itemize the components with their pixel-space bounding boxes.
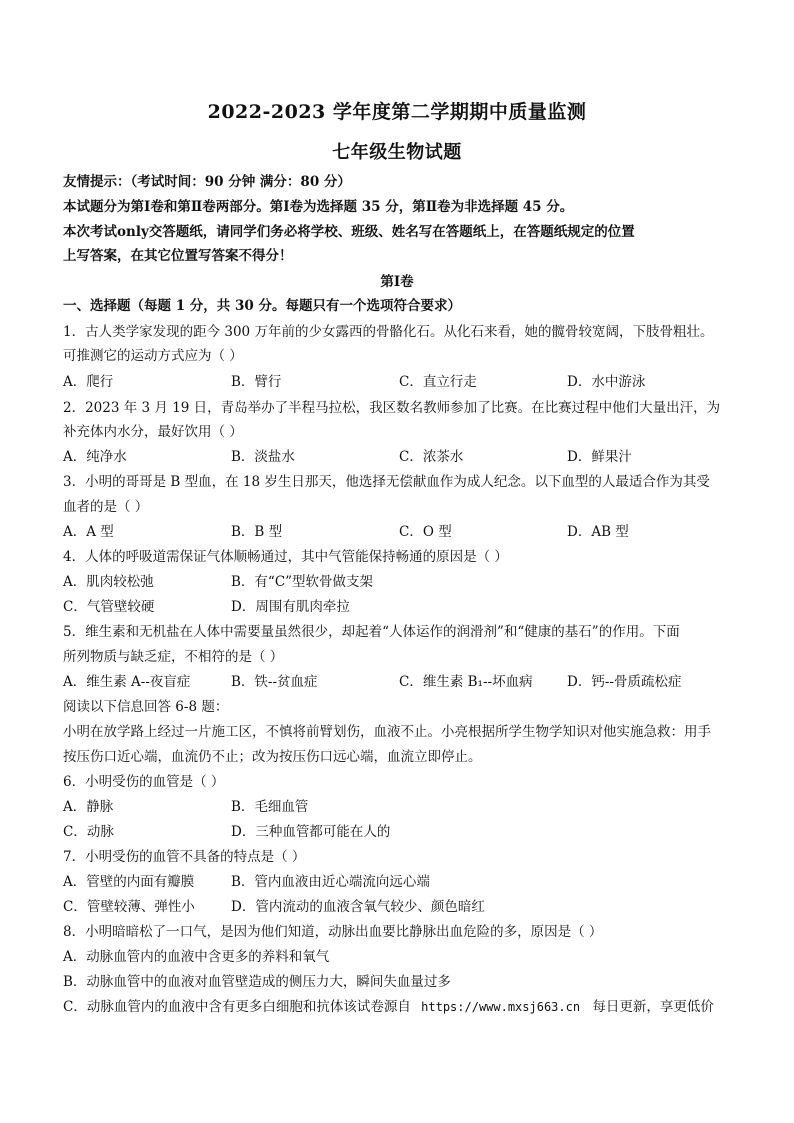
q1-option-a: A．爬行	[63, 374, 114, 390]
q7-option-a: A．管壁的内面有瓣膜	[63, 874, 195, 890]
q6-option-a: A．静脉	[63, 799, 114, 815]
q6-option-b: B．毛细血管	[231, 799, 309, 815]
q4-stem-line-1: 4．人体的呼吸道需保证气体顺畅通过，其中气管能保持畅通的原因是（ ）	[63, 549, 508, 565]
q3-stem-line-2: 血者的是（ ）	[63, 499, 149, 515]
q4-option-b: B．有“C”型软骨做支架	[231, 574, 374, 590]
q7-option-b: B．管内血液由近心端流向远心端	[231, 874, 430, 890]
q2-option-a: A．纯净水	[63, 449, 127, 465]
q4-option-d: D．周围有肌肉牵拉	[231, 599, 350, 615]
reading-intro: 阅读以下信息回答 6-8 题：	[63, 699, 229, 715]
q6-stem-line-1: 6．小明受伤的血管是（ ）	[63, 774, 225, 790]
q5-option-a: A．维生素 A--夜盲症	[63, 674, 191, 690]
q2-stem-line-2: 补充体内水分，最好饮用（ ）	[63, 424, 243, 440]
q5-option-d: D．钙--骨质疏松症	[567, 674, 682, 690]
q2-option-d: D．鲜果汁	[567, 449, 632, 465]
q5-stem-line-1: 5．维生素和无机盐在人体中需要量虽然很少，却起着“人体运作的润滑剂”和“健康的基石”的作用。下面	[63, 624, 680, 640]
source-tail-text: 每日更新，享更低价	[592, 999, 714, 1015]
exam-subtitle: 七年级生物试题	[332, 142, 462, 163]
q2-option-c: C．浓茶水	[399, 449, 464, 465]
q5-option-c: C．维生素 B₁--坏血病	[399, 674, 533, 690]
notice-line-4: 上写答案，在其它位置写答案不得分！	[63, 248, 293, 264]
notice-line-2: 本试题分为第Ⅰ卷和第Ⅱ卷两部分。第Ⅰ卷为选择题 35 分，第Ⅱ卷为非选择题 45 分。	[63, 199, 574, 215]
q8-option-b: B．动脉血管中的血液对血管壁造成的侧压力大，瞬间失血量过多	[63, 974, 451, 990]
q2-option-b: B．淡盐水	[231, 449, 295, 465]
reading-paragraph-line-2: 按压伤口近心端，血流仍不止；改为按压伤口远心端，血流立即停止。	[63, 749, 482, 765]
section-heading: 一、选择题（每题 1 分，共 30 分。每题只有一个选项符合要求）	[63, 298, 461, 314]
q1-stem-line-1: 1．古人类学家发现的距今 300 万年前的少女露西的骨骼化石。从化石来看，她的髋骨较宽阔，下肢骨粗壮。	[63, 324, 714, 340]
q8-stem-text: 小明暗暗松了一口气，是因为他们知道，动脉出血要比静脉出血危险的多，原因是（ ）	[85, 924, 603, 940]
q3-stem-line-1: 3．小明的哥哥是 B 型血，在 18 岁生日那天，他选择无偿献血作为成人纪念。以下血型的人最适合作为其受	[63, 474, 710, 490]
q7-option-c: C．管壁较薄、弹性小	[63, 899, 195, 915]
reading-paragraph-line-1: 小明在放学路上经过一片施工区，不慎将前臂划伤，血液不止。小亮根据所学生物学知识对他实施急救：用手	[63, 724, 711, 740]
q1-option-c: C．直立行走	[399, 374, 477, 390]
q4-option-c: C．气管壁较硬	[63, 599, 155, 615]
q4-option-a: A．肌肉较松弛	[63, 574, 154, 590]
q8-option-c-line	[63, 997, 735, 1017]
q5-option-b: B．铁--贫血症	[231, 674, 318, 690]
q7-option-d: D．管内流动的血液含氧气较少、颜色暗红	[231, 899, 485, 915]
q3-option-d: D．AB 型	[567, 524, 629, 540]
q8-option-c: C．动脉血管内的血液中含有更多白细胞和抗体该试卷源自	[63, 999, 411, 1015]
q5-stem-line-2: 所列物质与缺乏症，不相符的是（ ）	[63, 649, 284, 665]
q1-stem-line-2: 可推测它的运动方式应为（ ）	[63, 348, 243, 364]
source-url-link[interactable]: https://www.mxsj663.cn	[421, 1000, 581, 1014]
q3-option-c: C．O 型	[399, 524, 452, 540]
notice-line-3: 本次考试only交答题纸，请同学们务必将学校、班级、姓名写在答题纸上，在答题纸规定的位置	[63, 224, 635, 240]
q8-option-a: A．动脉血管内的血液中含更多的养料和氧气	[63, 949, 330, 965]
notice-line-1: 友情提示：（考试时间：90 分钟 满分：80 分）	[63, 174, 351, 190]
q3-option-b: B．B 型	[231, 524, 283, 540]
volume-heading: 第Ⅰ卷	[380, 274, 414, 290]
q6-option-c: C．动脉	[63, 824, 114, 840]
q8-stem-line-0: 8．小明暗暗松了一口气，是因为他们知道，动脉出血要比静脉出血危险的多，原因是（ ）	[63, 924, 603, 940]
q6-option-d: D．三种血管都可能在人的	[231, 824, 391, 840]
q3-option-a: A．A 型	[63, 524, 114, 540]
q2-stem-line-1: 2．2023 年 3 月 19 日，青岛举办了半程马拉松，我区数名教师参加了比赛。在比赛过程中他们大量出汗，为	[63, 400, 721, 416]
q1-option-d: D．水中游泳	[567, 374, 646, 390]
q7-stem-line-1: 7．小明受伤的血管不具备的特点是（ ）	[63, 849, 306, 865]
exam-title: 2022-2023 学年度第二学期期中质量监测	[207, 101, 587, 123]
q1-option-b: B．臂行	[231, 374, 282, 390]
